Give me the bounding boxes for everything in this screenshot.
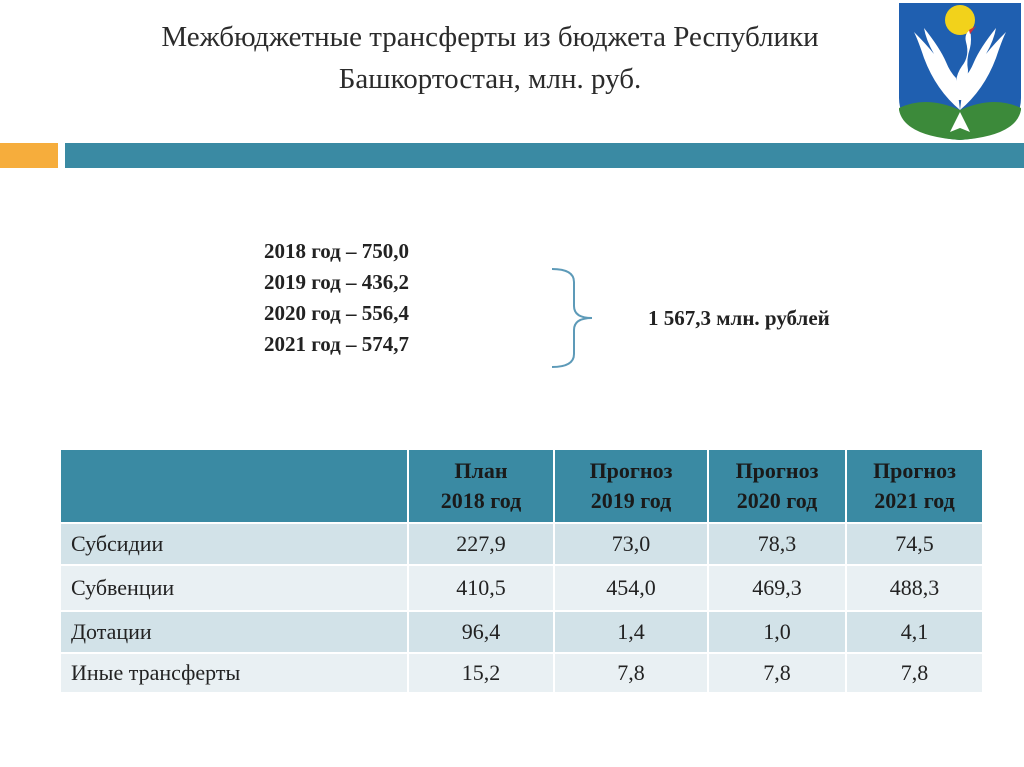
header-forecast-2021: Прогноз 2021 год (846, 449, 983, 523)
row-label: Субсидии (60, 523, 408, 565)
page-title (60, 16, 920, 100)
curly-brace-icon (548, 266, 598, 370)
accent-bar-orange (0, 143, 58, 168)
table-cell: 469,3 (708, 565, 846, 611)
total-amount: 1 567,3 млн. рублей (648, 306, 830, 330)
table-cell: 7,8 (708, 653, 846, 693)
table-cell: 7,8 (554, 653, 708, 693)
table-row (60, 565, 983, 611)
transfers-table (59, 448, 984, 694)
table-cell: 1,0 (708, 611, 846, 653)
table-cell: 227,9 (408, 523, 554, 565)
table-cell: 74,5 (846, 523, 983, 565)
table-cell: 1,4 (554, 611, 708, 653)
yearly-summary (264, 236, 409, 360)
header-forecast-2019: Прогноз 2019 год (554, 449, 708, 523)
row-label: Иные трансферты (60, 653, 408, 693)
table-row (60, 611, 983, 653)
header-plan-2018: План 2018 год (408, 449, 554, 523)
header-empty (60, 449, 408, 523)
header-forecast-2020: Прогноз 2020 год (708, 449, 846, 523)
year-line-2018: 2018 год – 750,0 (264, 239, 410, 263)
row-label: Дотации (60, 611, 408, 653)
table-cell: 73,0 (554, 523, 708, 565)
table-row (60, 523, 983, 565)
year-line-2019: 2019 год – 436,2 (264, 270, 410, 294)
accent-bar-teal (65, 143, 1024, 168)
table-cell: 454,0 (554, 565, 708, 611)
table-cell: 96,4 (408, 611, 554, 653)
coat-of-arms-swan-icon (896, 0, 1024, 142)
title-line-2: Башкортостан, млн. руб. (338, 63, 642, 95)
year-line-2021: 2021 год – 574,7 (264, 332, 410, 356)
year-line-2020: 2020 год – 556,4 (264, 301, 410, 325)
table-row (60, 653, 983, 693)
table-header-row (60, 449, 983, 523)
table-cell: 488,3 (846, 565, 983, 611)
title-line-1: Межбюджетные трансферты из бюджета Республики (161, 21, 819, 53)
table-cell: 410,5 (408, 565, 554, 611)
table-cell: 7,8 (846, 653, 983, 693)
table-cell: 4,1 (846, 611, 983, 653)
table-cell: 15,2 (408, 653, 554, 693)
table-cell: 78,3 (708, 523, 846, 565)
row-label: Субвенции (60, 565, 408, 611)
